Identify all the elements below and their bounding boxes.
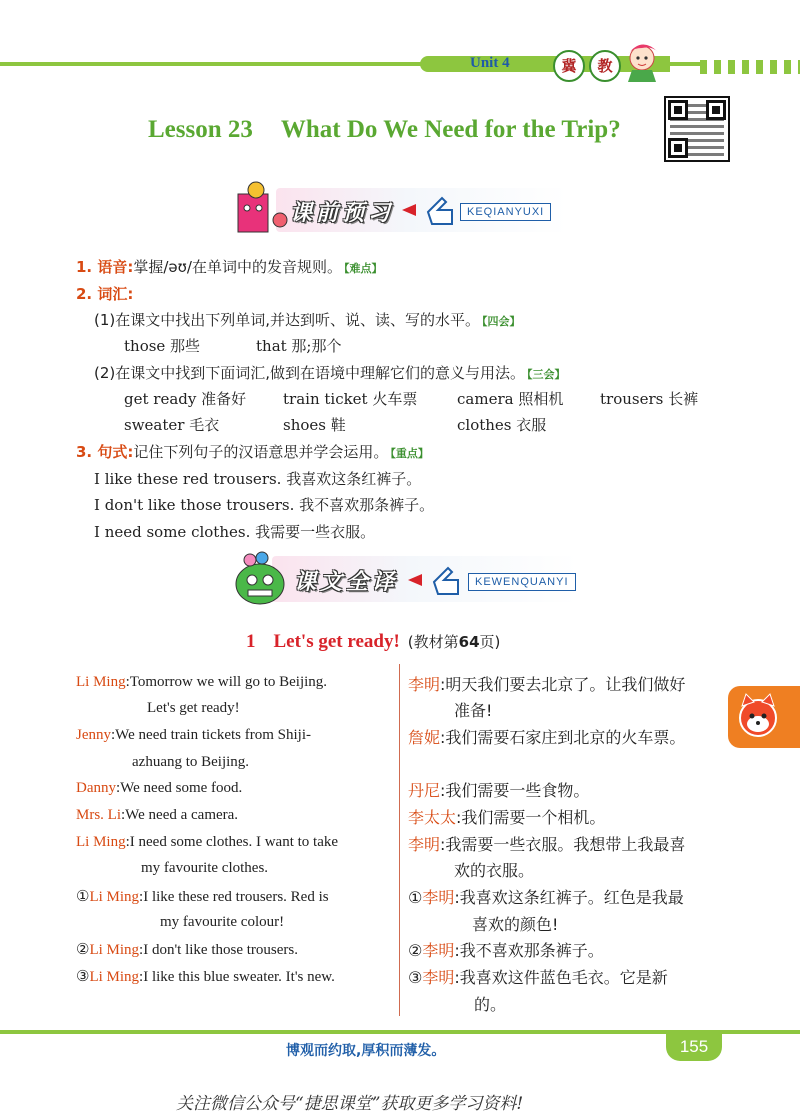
vocab-item: shoes 鞋 bbox=[283, 416, 346, 434]
dialogue-line-en: Li Ming:I need some clothes. I want to take bbox=[76, 834, 339, 850]
dialogue-line-en: ②Li Ming:I don't like those trousers. bbox=[76, 942, 298, 958]
dialogue-line-cn: ②李明:我不喜欢那条裤子。 bbox=[408, 941, 604, 960]
fox-mascot-icon bbox=[734, 692, 782, 742]
dialogue-line-en: ①Li Ming:I like these red trousers. Red is bbox=[76, 889, 329, 905]
translation-banner-pinyin: KEWENQUANYI bbox=[468, 573, 576, 591]
unit-label: Unit 4 bbox=[470, 55, 510, 71]
preview-banner-title: 课前预习 bbox=[290, 201, 395, 226]
objective-2: 2. 词汇: bbox=[76, 285, 134, 303]
translation-banner bbox=[228, 548, 578, 610]
dialogue-line-cn: ③李明:我喜欢这件蓝色毛衣。它是新 bbox=[408, 968, 668, 987]
vocab-item: get ready 准备好 bbox=[124, 390, 247, 408]
translation-banner-title: 课文全译 bbox=[294, 570, 399, 595]
dialogue-line-en: Mrs. Li:We need a camera. bbox=[76, 807, 239, 823]
key-sentence: I need some clothes. 我需要一些衣服。 bbox=[94, 523, 376, 541]
footer-watermark: 关注微信公众号“捷思课堂”获取更多学习资料! bbox=[176, 1094, 524, 1114]
objective-1: 1. 语音:掌握/əʊ/在单词中的发音规则。 【难点】 bbox=[76, 258, 383, 276]
dialogue-line-cn: 李明:我需要一些衣服。我想带上我最喜 bbox=[408, 835, 686, 854]
vocab-item: trousers 长裤 bbox=[600, 390, 699, 408]
dialogue-title: 1 Let's get ready! (教材第64页) bbox=[246, 631, 501, 652]
dialogue-line-en: Jenny:We need train tickets from Shiji- bbox=[76, 727, 311, 743]
dialogue-line-cn: ①李明:我喜欢这条红裤子。红色是我最 bbox=[408, 888, 684, 907]
preview-banner-pinyin: KEQIANYUXI bbox=[460, 203, 551, 221]
dialogue-line-en-cont: my favourite colour! bbox=[160, 914, 285, 930]
lesson-number: Lesson 23 bbox=[148, 116, 253, 143]
dialogue-line-cn: 李明:明天我们要去北京了。让我们做好 bbox=[408, 675, 686, 694]
dialogue-line-en-cont: my favourite clothes. bbox=[141, 860, 269, 876]
dialogue-line-cn-cont: 欢的衣服。 bbox=[454, 861, 535, 880]
cube-mascot-icon bbox=[232, 180, 292, 240]
pointing-hand-icon bbox=[428, 560, 464, 600]
green-monster-icon bbox=[228, 548, 292, 610]
objective-2-2: (2)在课文中找到下面词汇,做到在语境中理解它们的意义与用法。 【三会】 bbox=[94, 364, 566, 382]
dialogue-line-cn: 丹尼:我们需要一些食物。 bbox=[408, 781, 590, 800]
dialogue-line-en: Danny:We need some food. bbox=[76, 780, 243, 796]
dialogue-line-cn-cont: 准备! bbox=[454, 701, 493, 720]
column-divider bbox=[399, 664, 400, 1016]
vocab-four-skill-1: those 那些 bbox=[124, 337, 201, 355]
key-sentence: I don't like those trousers. 我不喜欢那条裤子。 bbox=[94, 496, 435, 514]
lesson-name: What Do We Need for the Trip? bbox=[280, 116, 621, 143]
dialogue-line-cn: 李太太:我们需要一个相机。 bbox=[408, 808, 606, 827]
girl-mascot-icon bbox=[618, 36, 668, 84]
dialogue-line-en-cont: azhuang to Beijing. bbox=[132, 754, 250, 770]
dialogue-line-cn-cont: 喜欢的颜色! bbox=[472, 915, 559, 934]
qr-code[interactable] bbox=[664, 96, 730, 162]
header-checker bbox=[700, 60, 800, 74]
header-rule bbox=[0, 62, 800, 66]
vocab-item: clothes 衣服 bbox=[457, 416, 547, 434]
dialogue-line-en-cont: Let's get ready! bbox=[147, 700, 240, 716]
dialogue-line-cn: 詹妮:我们需要石家庄到北京的火车票。 bbox=[408, 728, 686, 747]
region-badge: 冀 bbox=[553, 50, 585, 82]
dialogue-line-en: ③Li Ming:I like this blue sweater. It's new. bbox=[76, 969, 335, 985]
pointing-hand-icon bbox=[422, 190, 458, 230]
page-number: 155 bbox=[666, 1033, 722, 1061]
lesson-title bbox=[148, 116, 649, 144]
footer-motto: 博观而约取,厚积而薄发。 bbox=[286, 1043, 446, 1059]
preview-banner bbox=[232, 180, 568, 240]
dialogue-line-cn-cont: 的。 bbox=[474, 995, 507, 1014]
vocab-item: camera 照相机 bbox=[457, 390, 564, 408]
key-sentence: I like these red trousers. 我喜欢这条红裤子。 bbox=[94, 470, 422, 488]
vocab-item: sweater 毛衣 bbox=[124, 416, 220, 434]
dialogue-line-en: Li Ming:Tomorrow we will go to Beijing. bbox=[76, 674, 328, 690]
edition-badge: 教 bbox=[589, 50, 621, 82]
objective-2-1: (1)在课文中找出下列单词,并达到听、说、读、写的水平。 【四会】 bbox=[94, 311, 521, 329]
vocab-item: train ticket 火车票 bbox=[283, 390, 418, 408]
objective-3: 3. 句式:记住下列句子的汉语意思并学会运用。 【重点】 bbox=[76, 443, 429, 461]
vocab-four-skill-2: that 那;那个 bbox=[256, 337, 342, 355]
